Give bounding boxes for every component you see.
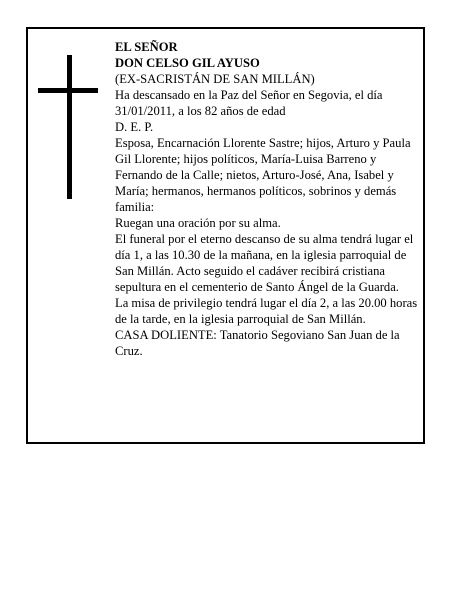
deceased-name: DON CELSO GIL AYUSO (115, 56, 260, 70)
obituary-notice (26, 27, 425, 444)
cross-icon (38, 55, 98, 199)
death-info: Ha descansado en la Paz del Señor en Segovia, el día 31/01/2011, a los 82 años de edad (115, 88, 383, 118)
family-list: Esposa, Encarnación Llorente Sastre; hijos, Arturo y Paula Gil Llorente; hijos políticos, María-Luisa Barreno y Fernando de la Calle; nietos, Arturo-José, Ana, Isabel y María; hermanos, hermanos políticos, sobrinos y demás familia: (115, 136, 411, 214)
prayer-request: Ruegan una oración por su alma. (115, 216, 281, 230)
dep-line: D. E. P. (115, 120, 154, 134)
mass-info: La misa de privilegio tendrá lugar el día 2, a las 20.00 horas de la tarde, en la iglesia parroquial de San Millán. (115, 296, 418, 326)
cross-vertical-bar (67, 55, 72, 199)
casa-doliente: CASA DOLIENTE: Tanatorio Segoviano San Juan de la Cruz. (115, 328, 400, 358)
cross-horizontal-bar (38, 88, 98, 93)
notice-title: EL SEÑOR (115, 40, 178, 54)
funeral-info: El funeral por el eterno descanso de su alma tendrá lugar el día 1, a las 10.30 de la mañana, en la iglesia parroquial de San Millán. Acto seguido el cadáver recibirá cristiana sepultura en el cementerio de Santo Ángel de la Guarda. (115, 232, 414, 294)
notice-text (115, 39, 421, 359)
deceased-subtitle: (EX-SACRISTÁN DE SAN MILLÁN) (115, 72, 315, 86)
